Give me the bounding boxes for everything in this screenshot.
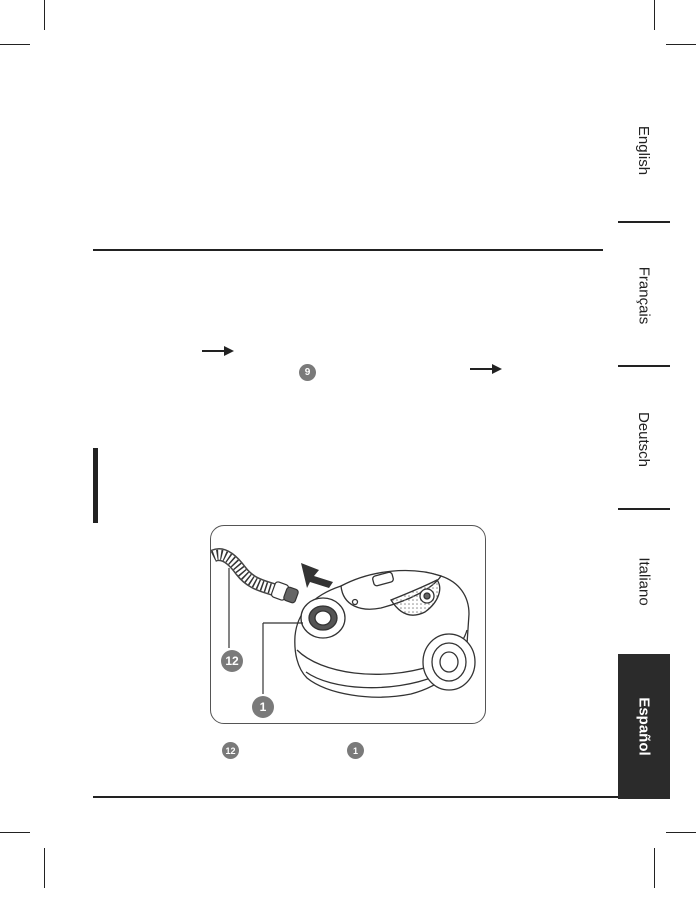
tab-deutsch[interactable]	[618, 380, 670, 498]
tab-espanol-label: Español	[635, 697, 653, 756]
crop-mark	[666, 44, 696, 45]
vacuum-cleaner-illustration	[211, 526, 485, 723]
step-marker-9: 9	[299, 364, 316, 381]
caption-marker-1: 1	[347, 742, 364, 759]
tab-separator	[618, 508, 670, 510]
tab-english-label: English	[635, 125, 653, 175]
tab-italiano[interactable]	[618, 522, 670, 640]
crop-mark	[44, 0, 45, 30]
crop-mark	[654, 848, 655, 888]
section-marker-bar	[93, 448, 98, 523]
tab-separator	[618, 365, 670, 367]
crop-mark	[0, 44, 30, 45]
crop-mark	[0, 832, 30, 833]
tab-francais[interactable]	[618, 235, 670, 355]
crop-mark	[44, 848, 45, 888]
callout-marker-12: 12	[221, 650, 243, 672]
arrow-right-icon	[202, 345, 234, 357]
section-divider-bottom	[93, 796, 618, 798]
tab-espanol[interactable]	[618, 654, 670, 799]
crop-mark	[666, 832, 696, 833]
callout-marker-1: 1	[252, 696, 274, 718]
tab-italiano-label: Italiano	[635, 556, 653, 606]
caption-marker-12: 12	[222, 742, 239, 759]
vacuum-illustration-frame	[210, 525, 486, 724]
tab-francais-label: Français	[635, 266, 653, 324]
crop-mark	[654, 0, 655, 30]
tab-deutsch-label: Deutsch	[635, 411, 653, 467]
section-divider-top	[93, 249, 603, 251]
tab-separator	[618, 221, 670, 223]
arrow-right-icon	[470, 363, 502, 375]
tab-english[interactable]	[618, 95, 670, 205]
